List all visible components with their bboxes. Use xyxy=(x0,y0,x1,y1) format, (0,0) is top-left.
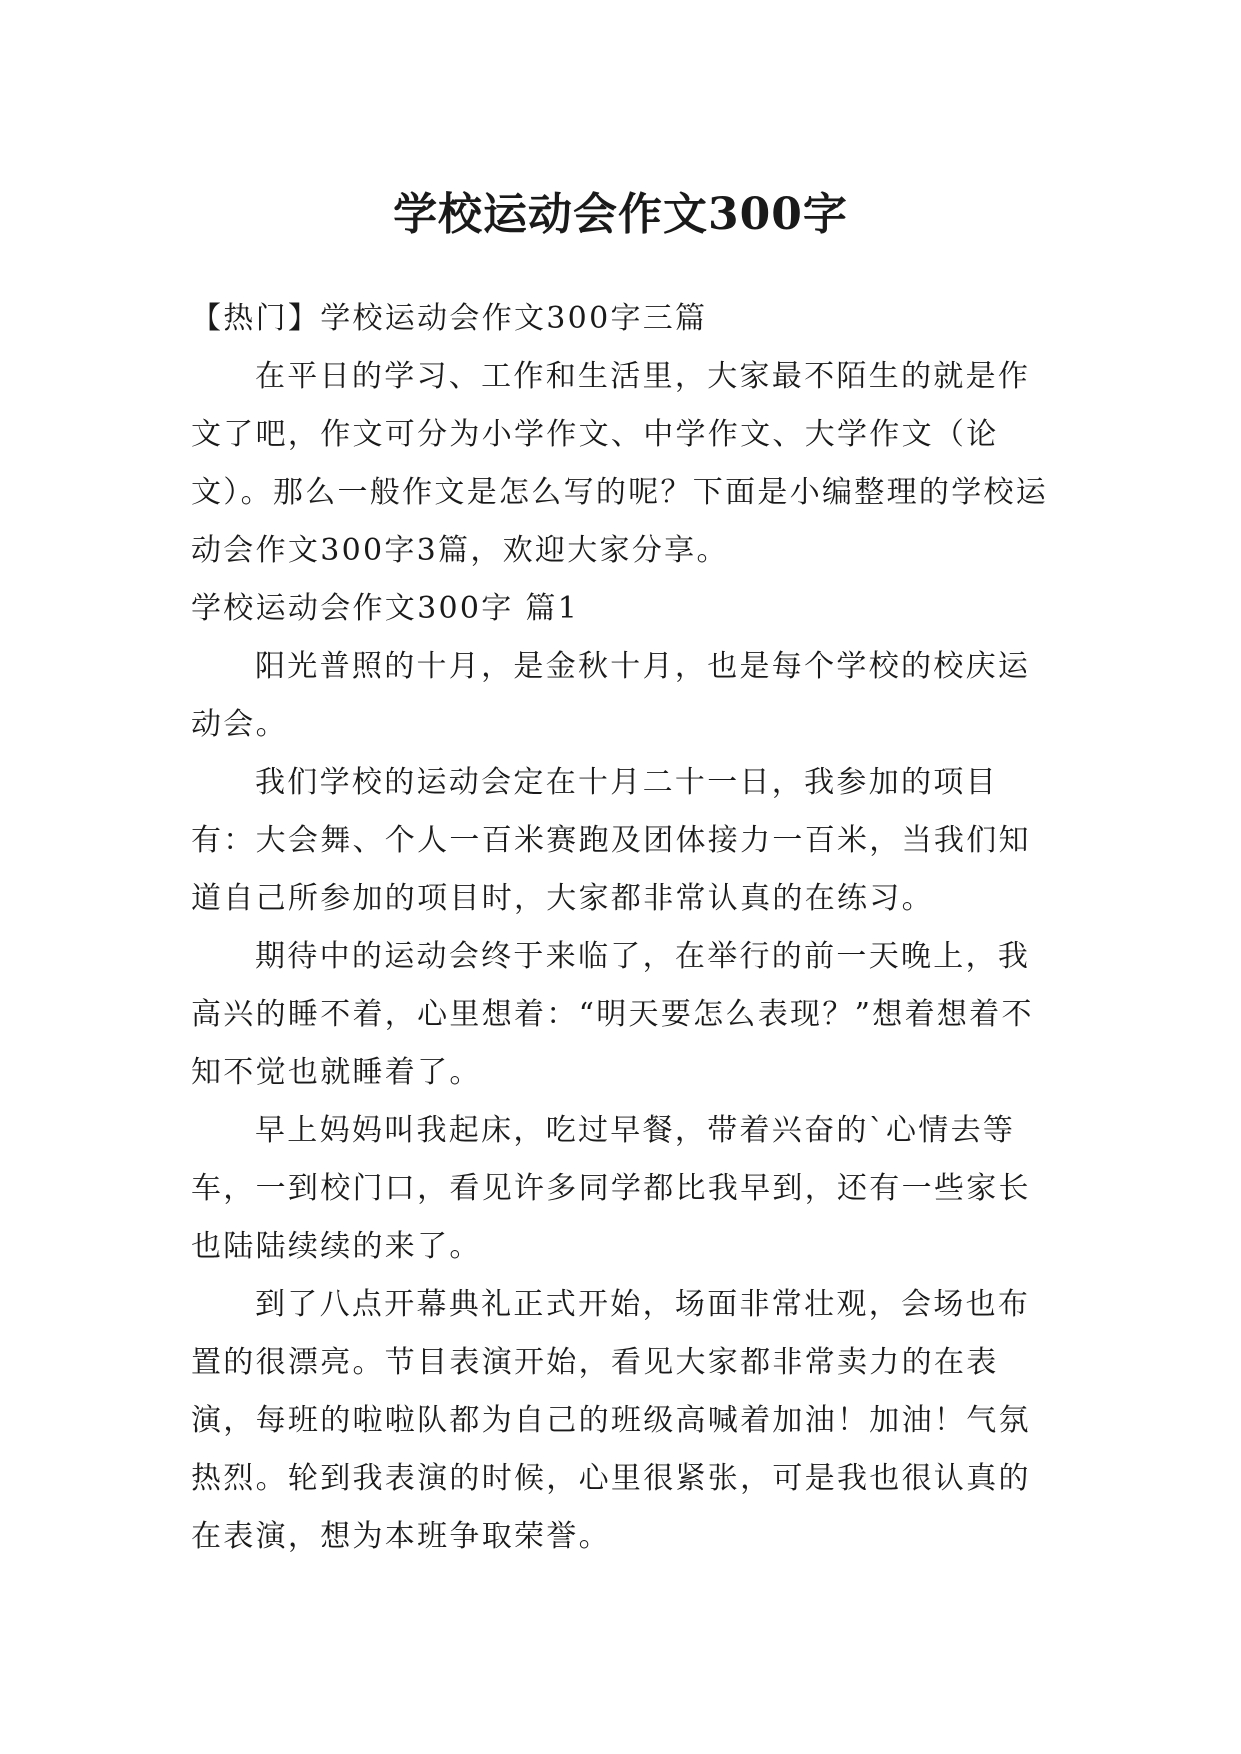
body-paragraph: 期待中的运动会终于来临了，在举行的前一天晚上，我高兴的睡不着，心里想着：“明天要怎么表现？”想着想着不知不觉也就睡着了。 xyxy=(191,939,1034,1090)
section-heading: 学校运动会作文300字 篇1 xyxy=(191,591,580,626)
document-body xyxy=(191,290,1051,1566)
body-paragraph: 阳光普照的十月，是金秋十月，也是每个学校的校庆运动会。 xyxy=(191,649,1031,742)
document-subtitle: 【热门】学校运动会作文300字三篇 xyxy=(191,301,708,336)
intro-paragraph: 在平日的学习、工作和生活里，大家最不陌生的就是作文了吧，作文可分为小学作文、中学作文、大学作文（论文）。那么一般作文是怎么写的呢？下面是小编整理的学校运动会作文300字3篇，欢迎大家分享。 xyxy=(191,359,1049,568)
document-title: 学校运动会作文300字 xyxy=(393,189,848,241)
body-paragraph: 早上妈妈叫我起床，吃过早餐，带着兴奋的`心情去等车，一到校门口，看见许多同学都比我早到，还有一些家长也陆陆续续的来了。 xyxy=(191,1113,1031,1264)
body-paragraph: 我们学校的运动会定在十月二十一日，我参加的项目有：大会舞、个人一百米赛跑及团体接力一百米，当我们知道自己所参加的项目时，大家都非常认真的在练习。 xyxy=(191,765,1031,916)
body-paragraph: 到了八点开幕典礼正式开始，场面非常壮观，会场也布置的很漂亮。节目表演开始，看见大家都非常卖力的在表演，每班的啦啦队都为自己的班级高喊着加油！加油！气氛热烈。轮到我表演的时候，心里很紧张，可是我也很认真的在表演，想为本班争取荣誉。 xyxy=(191,1287,1031,1554)
